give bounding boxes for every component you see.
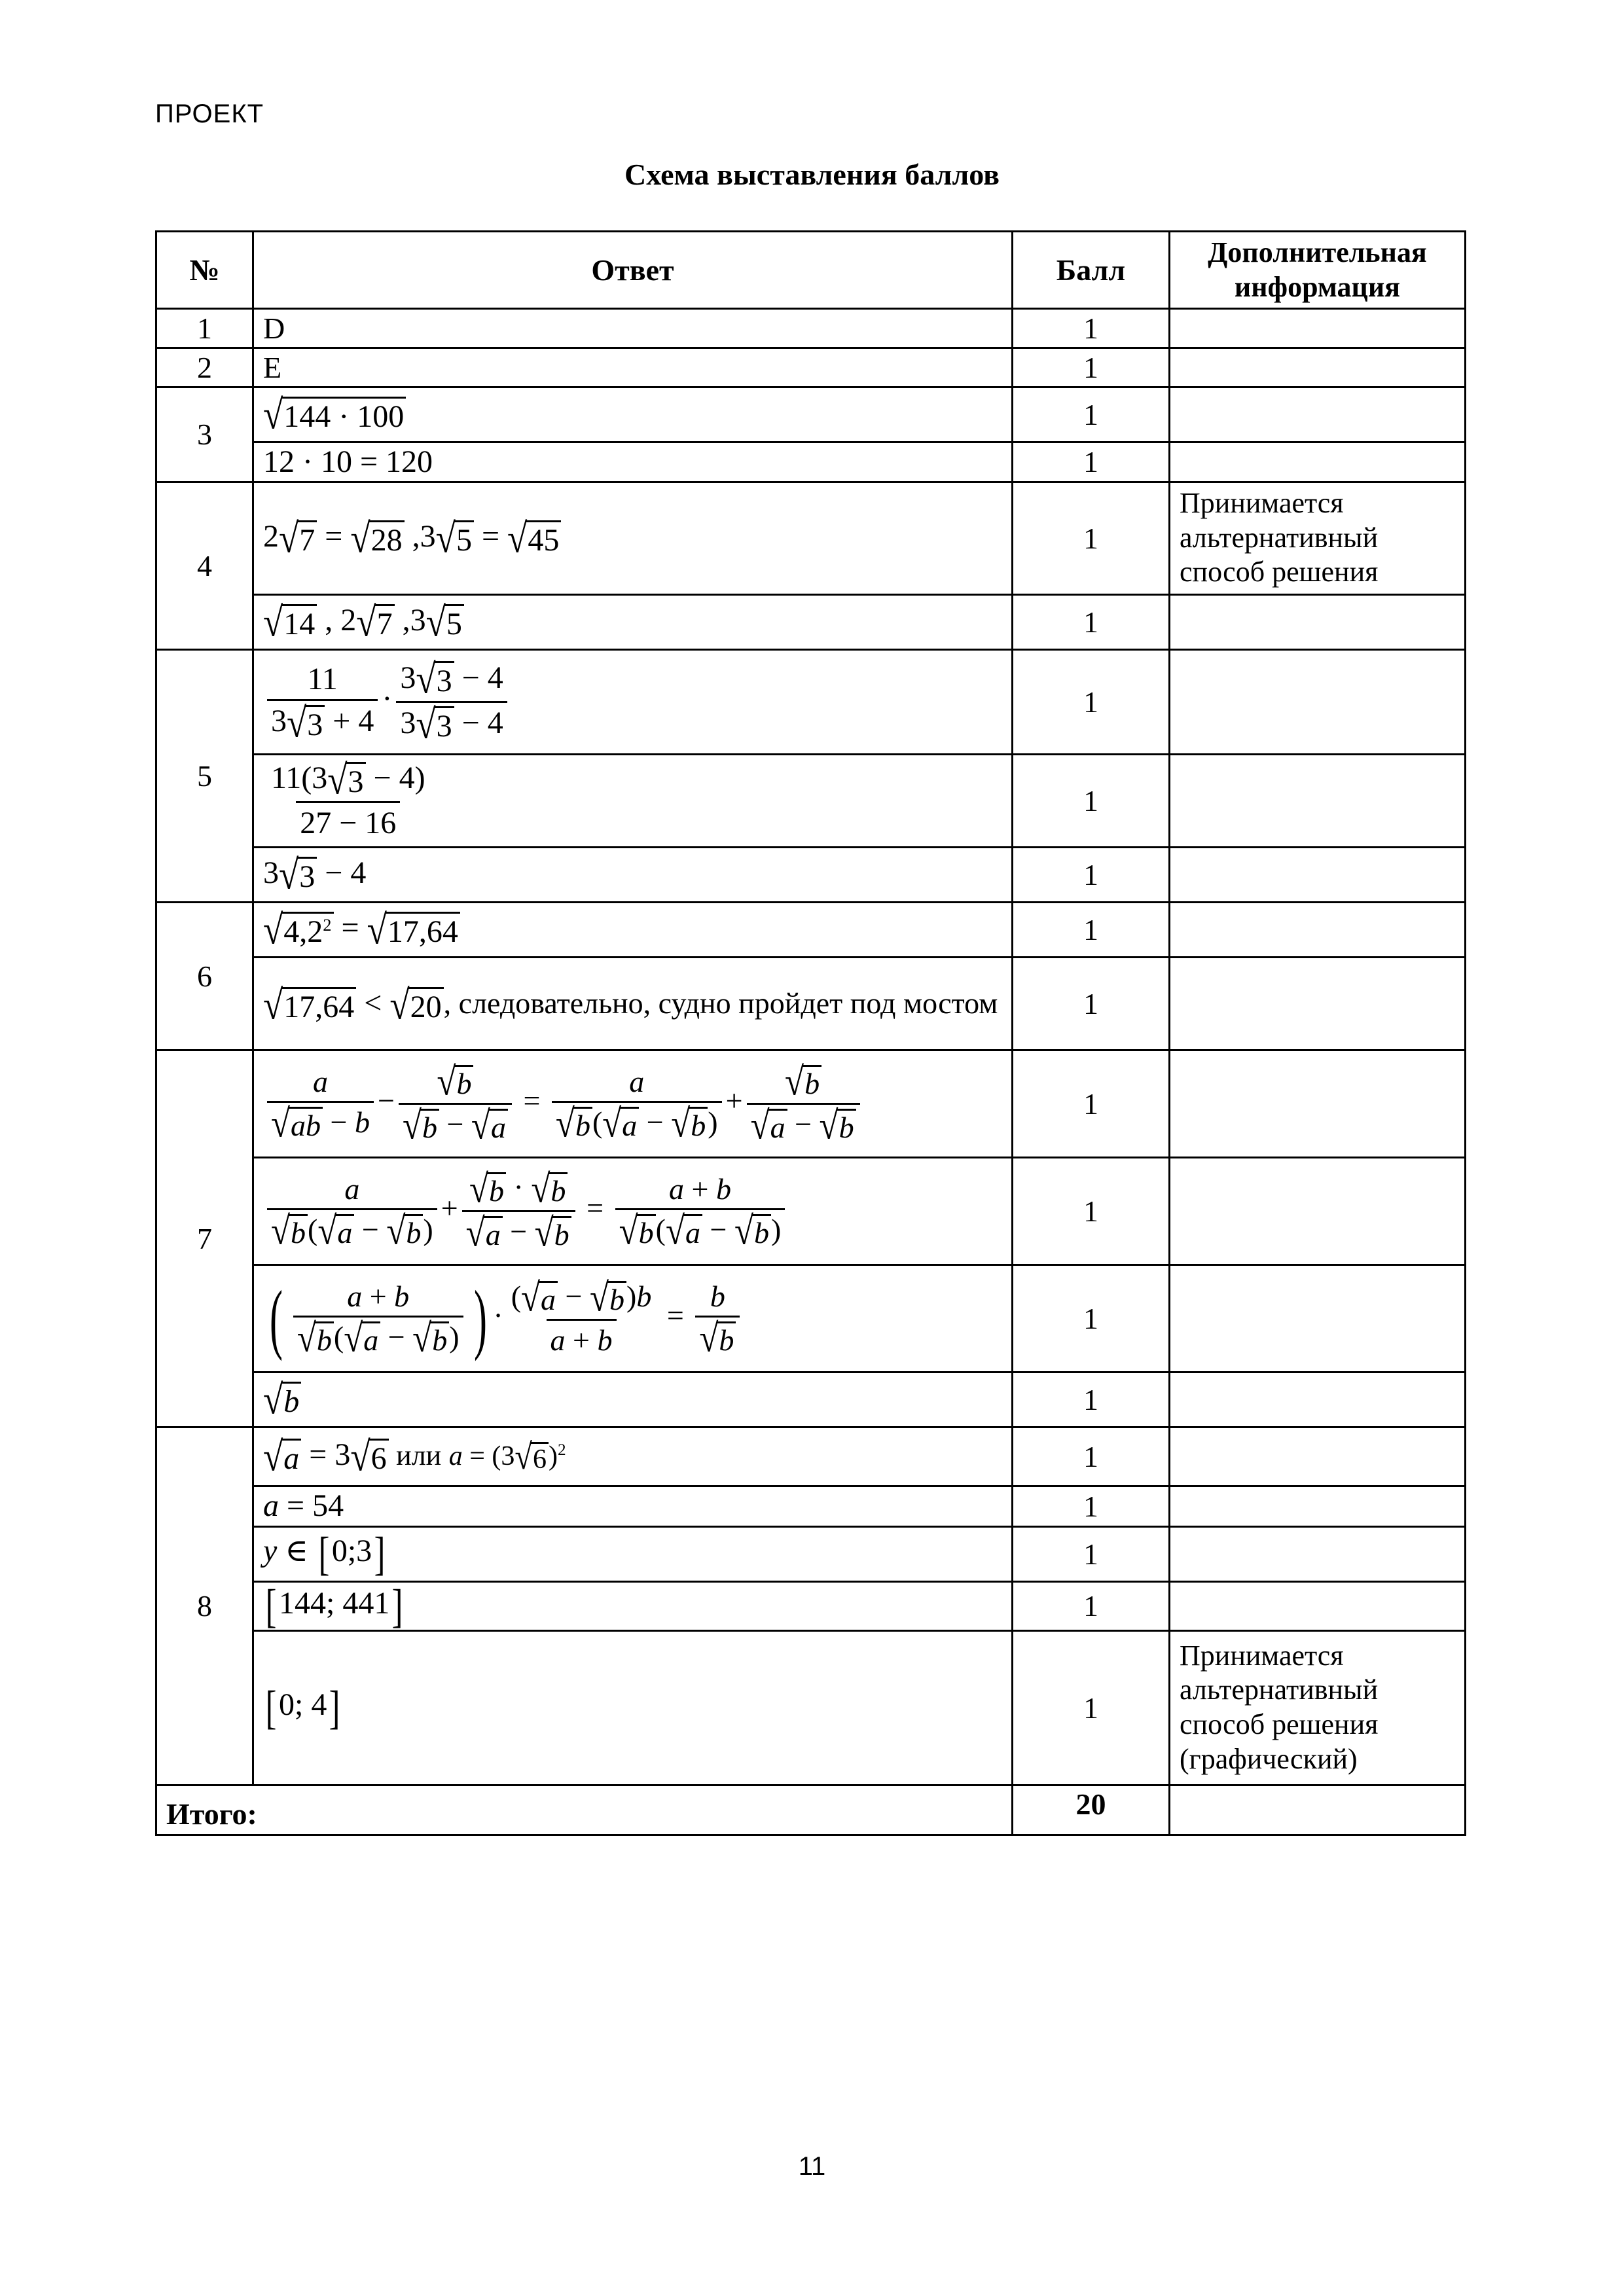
row-points: 1 xyxy=(1013,902,1170,957)
math-answer: 11 3 √ 3 + 4 · 3 √ 3 − 4 3 √ 3 − 4 xyxy=(253,649,1013,754)
math-answer: 12 · 10 = 120 xyxy=(253,442,1013,482)
row-info xyxy=(1170,902,1466,957)
row-num: 2 xyxy=(156,348,253,387)
table-row xyxy=(156,1526,1466,1581)
table-row xyxy=(156,649,1466,754)
row-num: 7 xyxy=(156,1050,253,1427)
row-num: 4 xyxy=(156,482,253,649)
table-row xyxy=(156,1157,1466,1265)
row-info xyxy=(1170,1372,1466,1427)
math-answer: 3 √ 3 − 4 xyxy=(253,847,1013,902)
math-answer: a √ ab − b − √ b √ b − √ a = a √ b ( √ a − √ b ) + √ b √ a − √ b xyxy=(253,1050,1013,1157)
table-row xyxy=(156,1427,1466,1486)
row-info xyxy=(1170,1785,1466,1835)
row-info xyxy=(1170,309,1466,348)
table-row xyxy=(156,1630,1466,1785)
row-num: 8 xyxy=(156,1427,253,1785)
total-label: Итого: xyxy=(156,1785,1013,1835)
math-answer: 2 √ 7 = √ 28 ,3 √ 5 = √ 45 xyxy=(253,482,1013,594)
table-row xyxy=(156,482,1466,594)
row-info xyxy=(1170,1526,1466,1581)
table-row xyxy=(156,1372,1466,1427)
row-points: 1 xyxy=(1013,1050,1170,1157)
row-info xyxy=(1170,754,1466,847)
row-points: 1 xyxy=(1013,649,1170,754)
math-answer: √ 14 , 2 √ 7 ,3 √ 5 xyxy=(253,594,1013,649)
row-points: 1 xyxy=(1013,442,1170,482)
row-points: 1 xyxy=(1013,1486,1170,1526)
table-row xyxy=(156,348,1466,387)
header-points: Балл xyxy=(1013,232,1170,309)
row-points: 1 xyxy=(1013,309,1170,348)
row-info xyxy=(1170,1265,1466,1372)
total-row xyxy=(156,1785,1466,1835)
row-info xyxy=(1170,387,1466,442)
table-row xyxy=(156,1265,1466,1372)
table-row xyxy=(156,957,1466,1050)
math-answer: √ b xyxy=(253,1372,1013,1427)
row-info xyxy=(1170,847,1466,902)
row-info: Принимается альтернативный способ решения xyxy=(1170,482,1466,594)
math-answer: [0; 4] xyxy=(253,1630,1013,1785)
row-num: 1 xyxy=(156,309,253,348)
row-info xyxy=(1170,1050,1466,1157)
row-points: 1 xyxy=(1013,847,1170,902)
page-number: 11 xyxy=(798,2152,826,2181)
row-info xyxy=(1170,649,1466,754)
row-points: 1 xyxy=(1013,754,1170,847)
row-points: 1 xyxy=(1013,957,1170,1050)
math-answer: √ a = 3 √ 6 или a = (3 √ 6 )$^2$ xyxy=(253,1427,1013,1486)
row-points: 1 xyxy=(1013,482,1170,594)
table-row xyxy=(156,847,1466,902)
row-points: 1 xyxy=(1013,1526,1170,1581)
header-label: ПРОЕКТ xyxy=(155,99,264,128)
row-points: 1 xyxy=(1013,1157,1170,1265)
score-table xyxy=(155,230,1466,1836)
row-info xyxy=(1170,1486,1466,1526)
row-info xyxy=(1170,442,1466,482)
row-points: 1 xyxy=(1013,594,1170,649)
row-points: 1 xyxy=(1013,1581,1170,1630)
math-answer: a √ b ( √ a − √ b ) + √ b · √ b √ a − √ b = a + b √ b ( √ a − √ b ) xyxy=(253,1157,1013,1265)
document-title: Схема выставления баллов xyxy=(624,158,1000,191)
table-row xyxy=(156,309,1466,348)
table-row xyxy=(156,387,1466,442)
table-row xyxy=(156,442,1466,482)
row-num: 5 xyxy=(156,649,253,902)
table-header-row xyxy=(156,232,1466,309)
row-info xyxy=(1170,1157,1466,1265)
row-points: 1 xyxy=(1013,1265,1170,1372)
table-row xyxy=(156,1486,1466,1526)
math-answer: √ 17,64 < √ 20 , следовательно, судно пройдет под мостом xyxy=(253,957,1013,1050)
row-info xyxy=(1170,1581,1466,1630)
math-answer: [144; 441] xyxy=(253,1581,1013,1630)
row-answer: E xyxy=(253,348,1013,387)
row-points: 1 xyxy=(1013,387,1170,442)
math-answer: 11(3 √ 3 − 4) 27 − 16 xyxy=(253,754,1013,847)
row-info xyxy=(1170,1427,1466,1486)
header-info: Дополнительная информация xyxy=(1170,232,1466,309)
header-answer: Ответ xyxy=(253,232,1013,309)
row-points: 1 xyxy=(1013,1372,1170,1427)
table-row xyxy=(156,1581,1466,1630)
row-answer: D xyxy=(253,309,1013,348)
or-word: или xyxy=(396,1439,442,1472)
row-points: 1 xyxy=(1013,348,1170,387)
table-row xyxy=(156,594,1466,649)
math-answer: y ∈ [0;3] xyxy=(253,1526,1013,1581)
table-row xyxy=(156,754,1466,847)
row-points: 1 xyxy=(1013,1427,1170,1486)
total-points: 20 xyxy=(1013,1785,1170,1835)
math-answer: √ $4,2^2$ = √ 17,64 xyxy=(253,902,1013,957)
row6-text: , следовательно, судно пройдет под мостом xyxy=(443,986,998,1020)
row-points: 1 xyxy=(1013,1630,1170,1785)
header-num: № xyxy=(156,232,253,309)
row-info xyxy=(1170,957,1466,1050)
math-answer: ( a + b √ b ( √ a − √ b ) ) · ( √ a − √ b )b a + b = b √ b xyxy=(253,1265,1013,1372)
math-answer: √ 144 · 100 xyxy=(253,387,1013,442)
math-answer: a = 54 xyxy=(253,1486,1013,1526)
row-info xyxy=(1170,348,1466,387)
table-row xyxy=(156,902,1466,957)
row-num: 6 xyxy=(156,902,253,1050)
table-row xyxy=(156,1050,1466,1157)
row-info xyxy=(1170,594,1466,649)
row-num: 3 xyxy=(156,387,253,482)
row-info: Принимается альтернативный способ решения (графический) xyxy=(1170,1630,1466,1785)
